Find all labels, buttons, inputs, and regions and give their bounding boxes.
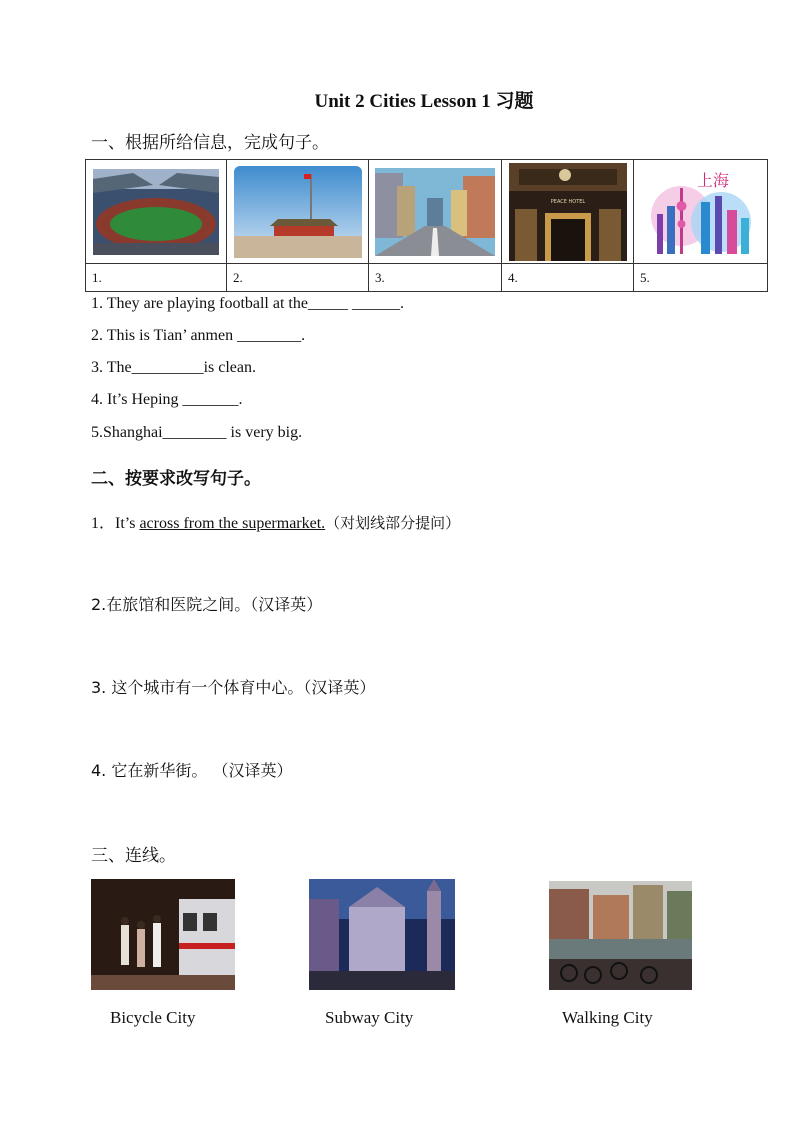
picture-label: 2.: [227, 264, 369, 292]
street-photo: [375, 168, 495, 256]
q1-prefix: 1．It’s: [91, 515, 140, 532]
rewrite-question-1: [91, 510, 460, 533]
section2-heading: 二、按要求改写句子。: [91, 469, 261, 489]
shanghai-photo-cell: [634, 160, 768, 264]
rewrite-question-3: 3. 这个城市有一个体育中心。（汉译英）: [91, 678, 376, 697]
picture-label: 4.: [502, 264, 634, 292]
peace-hotel-photo: [509, 163, 627, 261]
caption-subway-city: Subway City: [325, 1008, 414, 1027]
rewrite-question-2: 2.在旅馆和医院之间。（汉译英）: [91, 595, 323, 614]
sentence-2: 2. This is Tian’ anmen ________.: [91, 327, 306, 344]
section3-heading: 三、连线。: [91, 846, 176, 866]
sentence-4: 4. It’s Heping _______.: [91, 391, 243, 408]
stadium-photo: [93, 169, 219, 255]
picture-table: [85, 159, 768, 292]
picture-label: 5.: [634, 264, 768, 292]
rewrite-question-4: 4. 它在新华街。 （汉译英）: [91, 761, 293, 780]
caption-walking-city: Walking City: [562, 1008, 653, 1027]
shanghai-skyline-photo: [641, 166, 761, 258]
sentence-5: 5.Shanghai________ is very big.: [91, 424, 303, 441]
q1-underlined: across from the supermarket.: [139, 515, 326, 532]
canal-bicycle-photo: [549, 881, 692, 990]
street-photo-cell: [369, 160, 502, 264]
section1-heading: 一、根据所给信息，完成句子。: [91, 133, 329, 153]
hotel-photo-cell: [502, 160, 634, 264]
picture-label: 3.: [369, 264, 502, 292]
q1-instruction: （对划线部分提问）: [325, 514, 461, 532]
picture-label: 1.: [86, 264, 227, 292]
shanghai-text: 上海: [696, 170, 729, 190]
caption-bicycle-city: Bicycle City: [110, 1008, 196, 1027]
page-title: Unit 2 Cities Lesson 1 习题: [314, 91, 534, 112]
tiananmen-photo: [234, 166, 362, 258]
walking-city-photo: [309, 879, 455, 990]
hotel-sign: PEACE HOTEL: [550, 198, 585, 205]
square-photo-cell: [227, 160, 369, 264]
sentence-3: 3. The_________is clean.: [91, 359, 257, 376]
sentence-1: 1. They are playing football at the_____ ______.: [91, 295, 404, 312]
subway-photo: [91, 879, 235, 990]
stadium-photo-cell: [86, 160, 227, 264]
